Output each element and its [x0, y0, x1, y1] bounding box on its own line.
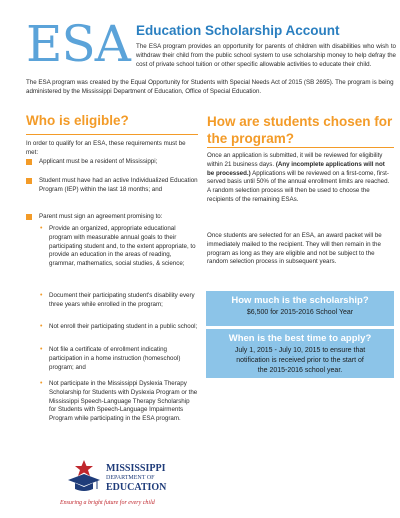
orange-bullet-icon: • — [40, 323, 43, 330]
promise-item — [40, 225, 198, 269]
promise-item — [40, 380, 198, 424]
selection-divider — [207, 147, 394, 148]
apply-title: When is the best time to apply? — [228, 333, 372, 344]
promise-item — [40, 323, 198, 332]
requirement-text: Parent must sign an agreement promising to: — [39, 213, 163, 220]
esa-logo-text: ESA — [26, 15, 130, 73]
orange-bullet-icon: • — [40, 346, 43, 353]
orange-square-bullet-icon — [26, 178, 32, 184]
scholarship-box — [206, 291, 394, 326]
esa-logo — [26, 14, 130, 74]
orange-bullet-icon: • — [40, 225, 43, 232]
promise-text: Not enroll their participating student in a public school; — [49, 323, 198, 330]
requirement-item — [26, 213, 202, 222]
scholarship-title: How much is the scholarship? — [231, 295, 369, 306]
eligibility-divider — [26, 134, 198, 135]
selection-paragraph-2: Once students are selected for an ESA, an award packet will be immediately mailed to the recipient. They will then remain in the program as long as they are eligible and not be subject to the random selection process in subsequent years. — [207, 232, 382, 266]
intro-paragraph-part1: The ESA program provides an opportunity for parents of children with disabilities who wish to withdraw their child from the public school system to use scholarship money to help defray the cost of private school tuition or other specific allowable activities to educate their child. — [136, 43, 396, 68]
requirement-item — [26, 158, 202, 167]
promise-text: Document their participating student's disability every three years while enrolled in the program; — [49, 292, 195, 308]
mdoe-logo — [60, 458, 190, 514]
selection-text: Applications will be reviewed on a first-come, first-served basis until 50% of the annual enrollment limits are reached. A random selection process will then be used to choose the recipients of the remaining ESAs. — [207, 169, 390, 203]
selection-text: Once an application is submitted, it will be reviewed for eligibility within 21 business days. — [207, 152, 383, 168]
mdoe-tagline: Ensuring a bright future for every child — [60, 500, 155, 506]
apply-line: July 1, 2015 - July 10, 2015 to ensure that — [234, 347, 366, 354]
incomplete-applications-note: (Any incomplete applications will not be processed.) — [207, 160, 385, 177]
selection-heading: How are students chosen for the program? — [207, 114, 393, 146]
orange-square-bullet-icon — [26, 214, 32, 220]
orange-square-bullet-icon — [26, 159, 32, 165]
orange-bullet-icon: • — [40, 292, 43, 299]
promise-item — [40, 346, 198, 372]
selection-paragraph-1 — [207, 152, 393, 205]
requirement-text: Applicant must be a resident of Mississippi; — [39, 158, 158, 165]
promise-text: Not file a certificate of enrollment indicating participation in a home instruction (homeschool) program; and — [49, 346, 181, 371]
scholarship-amount: $6,500 for 2015-2016 School Year — [246, 309, 354, 316]
apply-line: the 2015-2016 school year. — [257, 367, 343, 374]
page-title: Education Scholarship Account — [136, 23, 340, 38]
eligibility-heading: Who is eligible? — [26, 113, 129, 128]
promise-item — [40, 292, 198, 310]
orange-bullet-icon: • — [40, 380, 43, 387]
requirement-text: Student must have had an active Individualized Education Program (IEP) within the last 18 months; and — [39, 177, 198, 193]
eligibility-intro: In order to qualify for an ESA, these requirements must be met: — [26, 140, 186, 156]
graduation-cap-star-icon — [66, 458, 102, 494]
promise-text: Provide an organized, appropriate educational program with measurable annual goals to their participating student and, to the extent appropriate, to provide an education in the areas of reading, grammar, mathematics, social studies, & science; — [49, 225, 196, 268]
mdoe-name-line2: DEPARTMENT OF — [106, 475, 155, 481]
mdoe-name-line3: EDUCATION — [106, 482, 167, 493]
requirement-item — [26, 177, 202, 195]
apply-box — [206, 329, 394, 378]
intro-paragraph-part2: The ESA program was created by the Equal Opportunity for Students with Special Needs Act of 2015 (SB 2695). The program is being administered by the Mississippi Department of Education, Office of Special Education. — [26, 79, 394, 95]
mdoe-name-line1: MISSISSIPPI — [106, 463, 166, 474]
promise-text: Not participate in the Mississippi Dyslexia Therapy Scholarship for Students with Dyslexia Program or the Mississippi Speech-Language Therapy Scholarship for Students with Speech-Language Impairments Program while participating in the ESA program. — [49, 380, 198, 423]
apply-line: notification is received prior to the start of — [236, 357, 364, 364]
